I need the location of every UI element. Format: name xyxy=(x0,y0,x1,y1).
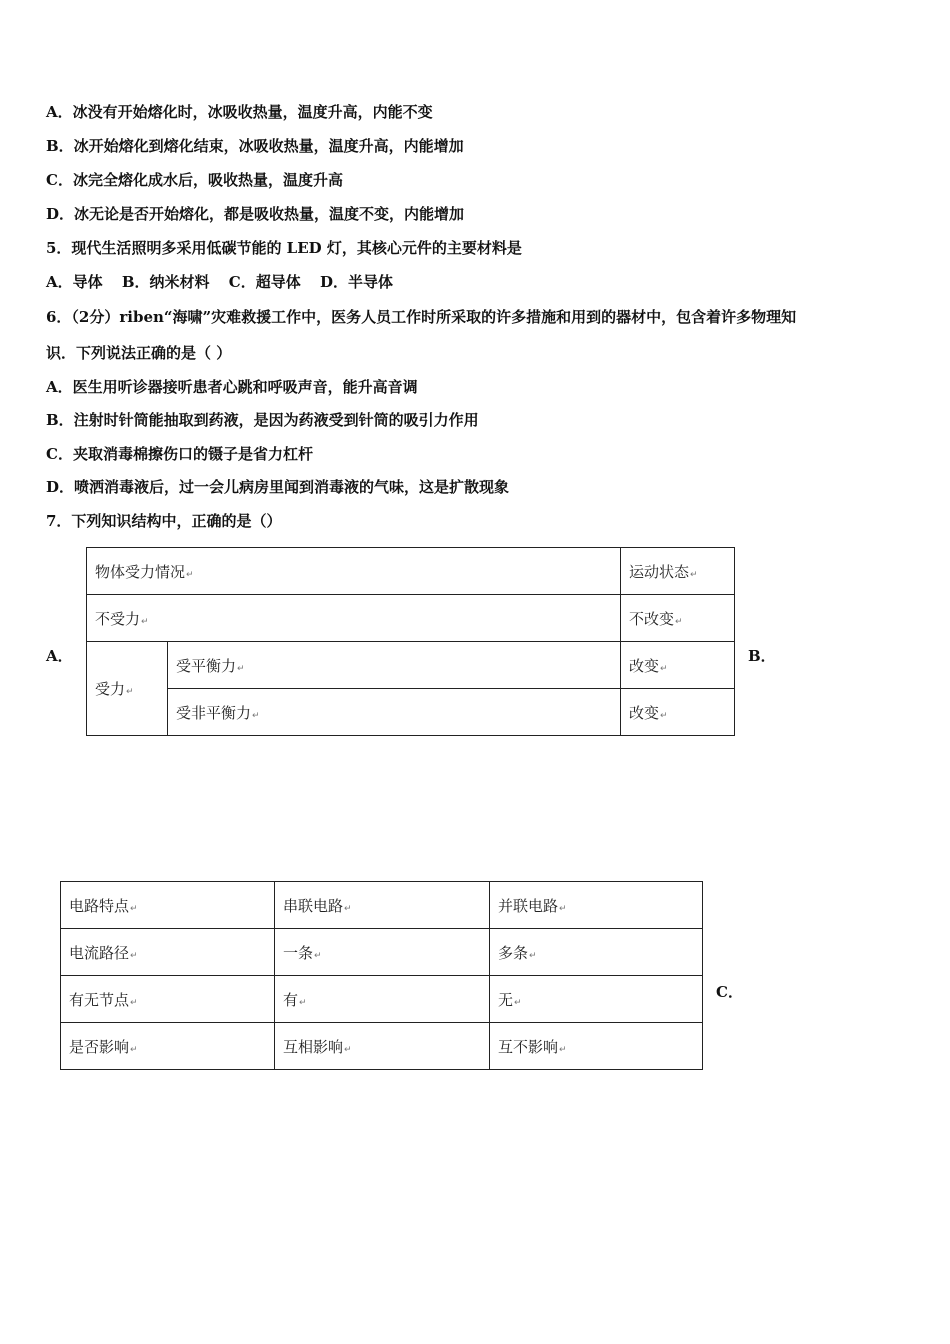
q6-stem-line2: 识．下列说法正确的是（ ） xyxy=(46,344,232,362)
table-cell: 物体受力情况↵ xyxy=(87,548,621,595)
q7-label-b: B． xyxy=(748,647,776,665)
table-cell: 电流路径↵ xyxy=(61,929,275,976)
table-cell: 受力↵ xyxy=(87,642,168,736)
circuit-table xyxy=(60,881,703,1070)
table-cell: 无↵ xyxy=(490,976,703,1023)
table-cell: 不受力↵ xyxy=(87,595,621,642)
table-cell: 改变↵ xyxy=(620,689,734,736)
table-cell: 有↵ xyxy=(275,976,490,1023)
q4-option-d: D．冰无论是否开始熔化，都是吸收热量，温度不变，内能增加 xyxy=(46,205,465,223)
q7-label-c: C． xyxy=(716,983,743,1001)
table-cell: 是否影响↵ xyxy=(61,1023,275,1070)
table-cell: 改变↵ xyxy=(620,642,734,689)
q7-stem: 7．下列知识结构中，正确的是（） xyxy=(46,512,282,530)
force-motion-table xyxy=(86,547,735,736)
table-cell: 不改变↵ xyxy=(620,595,734,642)
table-cell: 有无节点↵ xyxy=(61,976,275,1023)
q6-stem-line1: 6．（2分）riben“海啸”灾难救援工作中，医务人员工作时所采取的许多措施和用到的器材中，包含着许多物理知 xyxy=(46,308,797,326)
q5-option-d: D．半导体 xyxy=(319,273,393,291)
q4-option-a: A．冰没有开始熔化时，冰吸收热量，温度升高，内能不变 xyxy=(46,103,433,121)
table-cell: 受平衡力↵ xyxy=(168,642,621,689)
table-cell: 电路特点↵ xyxy=(61,882,275,929)
table-cell: 互相影响↵ xyxy=(275,1023,490,1070)
q6-option-c: C．夹取消毒棉擦伤口的镊子是省力杠杆 xyxy=(46,445,313,463)
q7-label-a: A． xyxy=(46,647,73,665)
q5-stem: 5．现代生活照明多采用低碳节能的 LED 灯，其核心元件的主要材料是 xyxy=(46,239,522,257)
table-cell: 运动状态↵ xyxy=(620,548,734,595)
q5-option-a: A．导体 xyxy=(46,273,103,291)
q5-option-c: C．超导体 xyxy=(228,273,301,291)
table-cell: 多条↵ xyxy=(490,929,703,976)
q6-option-b: B．注射时针筒能抽取到药液，是因为药液受到针筒的吸引力作用 xyxy=(46,411,479,429)
q4-option-b: B．冰开始熔化到熔化结束，冰吸收热量，温度升高，内能增加 xyxy=(46,137,464,155)
table-cell: 并联电路↵ xyxy=(490,882,703,929)
q4-option-c: C．冰完全熔化成水后，吸收热量，温度升高 xyxy=(46,171,343,189)
table-cell: 一条↵ xyxy=(275,929,490,976)
table-cell: 串联电路↵ xyxy=(275,882,490,929)
q5-options xyxy=(46,272,393,292)
q6-option-a: A．医生用听诊器接听患者心跳和呼吸声音，能升高音调 xyxy=(46,378,418,396)
table-cell: 受非平衡力↵ xyxy=(168,689,621,736)
q6-option-d: D．喷洒消毒液后，过一会儿病房里闻到消毒液的气味，这是扩散现象 xyxy=(46,478,510,496)
q5-option-b: B．纳米材料 xyxy=(121,273,210,291)
table-cell: 互不影响↵ xyxy=(490,1023,703,1070)
